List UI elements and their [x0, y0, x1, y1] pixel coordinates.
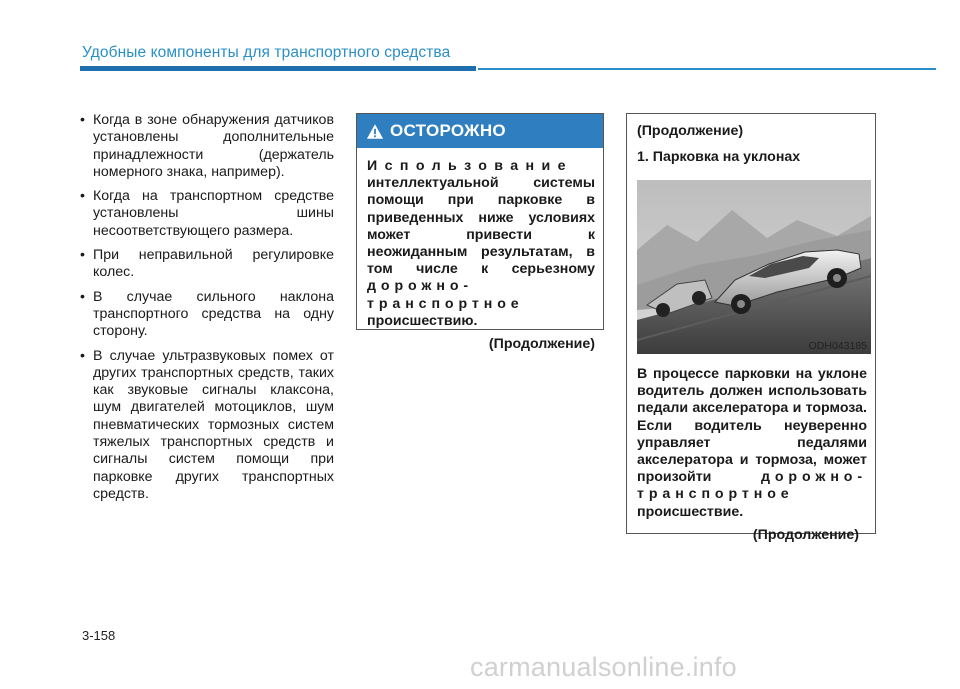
warning-box — [356, 113, 604, 353]
note-main-text: В процессе парковки на уклоне водитель должен использовать педали акселератора и тормоза. Если водитель неуверенно управляет педалями акселератора и тормоза, может произойти — [637, 366, 867, 486]
warning-header — [357, 114, 603, 148]
section-title: Удобные компоненты для транспортного средства — [82, 44, 451, 61]
warning-spaced-phrase: дорожно-транспортное — [367, 278, 524, 312]
bullet-list — [80, 112, 334, 503]
note-continued: (Продолжение) — [752, 526, 859, 543]
left-column — [80, 112, 334, 510]
page-number: 3-158 — [82, 628, 116, 643]
note-body-text — [637, 366, 867, 521]
bullet-item: • Когда в зоне обнаружения датчиков установлены дополнительные принадлежности (держатель номерного знака, например). — [80, 112, 334, 181]
warning-continued: (Продолжение) — [488, 336, 595, 353]
note-continued-label: (Продолжение) — [637, 123, 744, 139]
bullet-item: • Когда на транспортном средстве установлены шины несоответствующего размера. — [80, 188, 334, 240]
bullet-item: • В случае сильного наклона транспортного средства на одну сторону. — [80, 289, 334, 341]
slope-parking-illustration — [637, 180, 871, 354]
warning-spaced-word: Использование — [367, 158, 573, 174]
figure-code: ODH043185 — [808, 340, 867, 352]
note-spaced-phrase: дорожно-транспортное — [637, 469, 867, 503]
header-rule-thick — [80, 66, 476, 71]
note-box — [626, 113, 876, 543]
note-heading: 1. Парковка на уклонах — [637, 149, 801, 165]
warning-end-text: происшествию. — [367, 312, 478, 329]
watermark: carmanualsonline.info — [470, 652, 737, 682]
slope-parking-image — [637, 180, 871, 354]
warning-triangle-icon — [366, 123, 384, 140]
note-end-text: происшествие. — [637, 503, 744, 520]
warning-text — [357, 148, 603, 330]
header-rule-thin — [478, 68, 936, 70]
warning-title: ОСТОРОЖНО — [390, 121, 506, 140]
warning-body-text: интеллектуальной системы помощи при парковке в приведенных ниже условиях может привести к неожиданным результатам, в том числе к серьезному — [367, 175, 595, 278]
bullet-item: • В случае ультразвуковых помех от других транспортных средств, таких как звуковые сигналы клаксона, шум двигателей мотоциклов, шум пневматических тормозных систем тяжелых транспортных средств и сигналы систем помощи при парковке других транспортных средств. — [80, 348, 334, 504]
bullet-item: • При неправильной регулировке колес. — [80, 247, 334, 282]
